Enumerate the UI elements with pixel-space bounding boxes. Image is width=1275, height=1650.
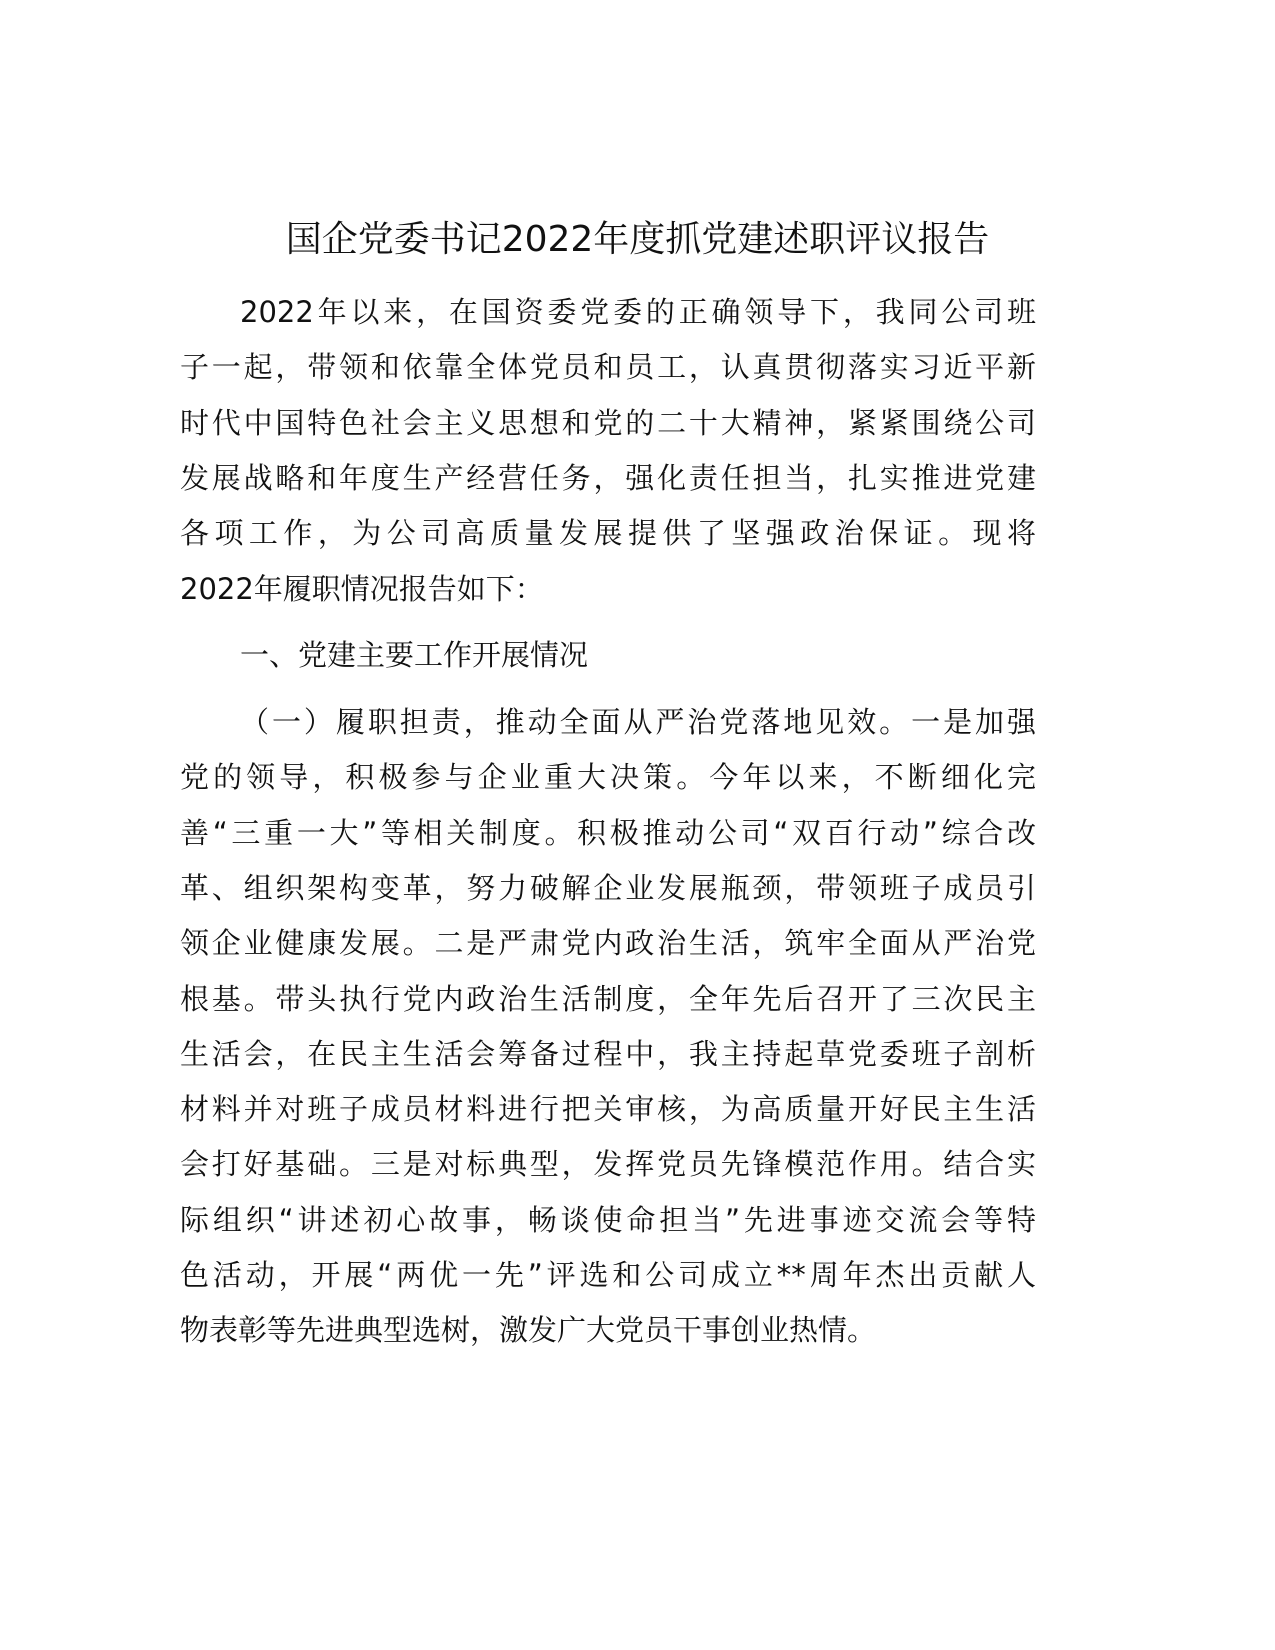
text-line: 生活会，在民主生活会筹备过程中，我主持起草党委班子剖析 [180,1036,1036,1071]
document-title: 国企党委书记2022年度抓党建述职评议报告 [285,219,990,260]
text-line: 各项工作，为公司高质量发展提供了坚强政治保证。现将 [180,516,1036,551]
text-line: 发展战略和年度生产经营任务，强化责任担当，扎实推进党建 [180,460,1036,495]
text-line: 子一起，带领和依靠全体党员和员工，认真贯彻落实习近平新 [180,350,1036,385]
text-line: 根基。带头执行党内政治生活制度，全年先后召开了三次民主 [180,981,1036,1016]
text-line: 时代中国特色社会主义思想和党的二十大精神，紧紧围绕公司 [180,405,1036,440]
text-line: 际组织“讲述初心故事，畅谈使命担当”先进事迹交流会等特 [180,1202,1036,1237]
text-line: 材料并对班子成员材料进行把关审核，为高质量开好民主生活 [180,1092,1036,1127]
text-line: （一）履职担责，推动全面从严治党落地见效。一是加强 [240,705,1036,739]
text-line: 党的领导，积极参与企业重大决策。今年以来，不断细化完 [180,760,1036,795]
text-line: 2022年以来，在国资委党委的正确领导下，我同公司班 [240,295,1036,329]
text-line: 物表彰等先进典型选树，激发广大党员干事创业热情。 [180,1313,877,1348]
section-heading: 一、党建主要工作开展情况 [240,638,589,672]
text-line: 会打好基础。三是对标典型，发挥党员先锋模范作用。结合实 [180,1147,1036,1182]
text-line: 善“三重一大”等相关制度。积极推动公司“双百行动”综合改 [180,815,1036,850]
text-line: 2022年履职情况报告如下： [180,571,544,606]
text-line: 色活动，开展“两优一先”评选和公司成立**周年杰出贡献人 [180,1258,1036,1292]
text-line: 领企业健康发展。二是严肃党内政治生活，筑牢全面从严治党 [180,926,1036,961]
text-line: 革、组织架构变革，努力破解企业发展瓶颈，带领班子成员引 [180,870,1036,905]
